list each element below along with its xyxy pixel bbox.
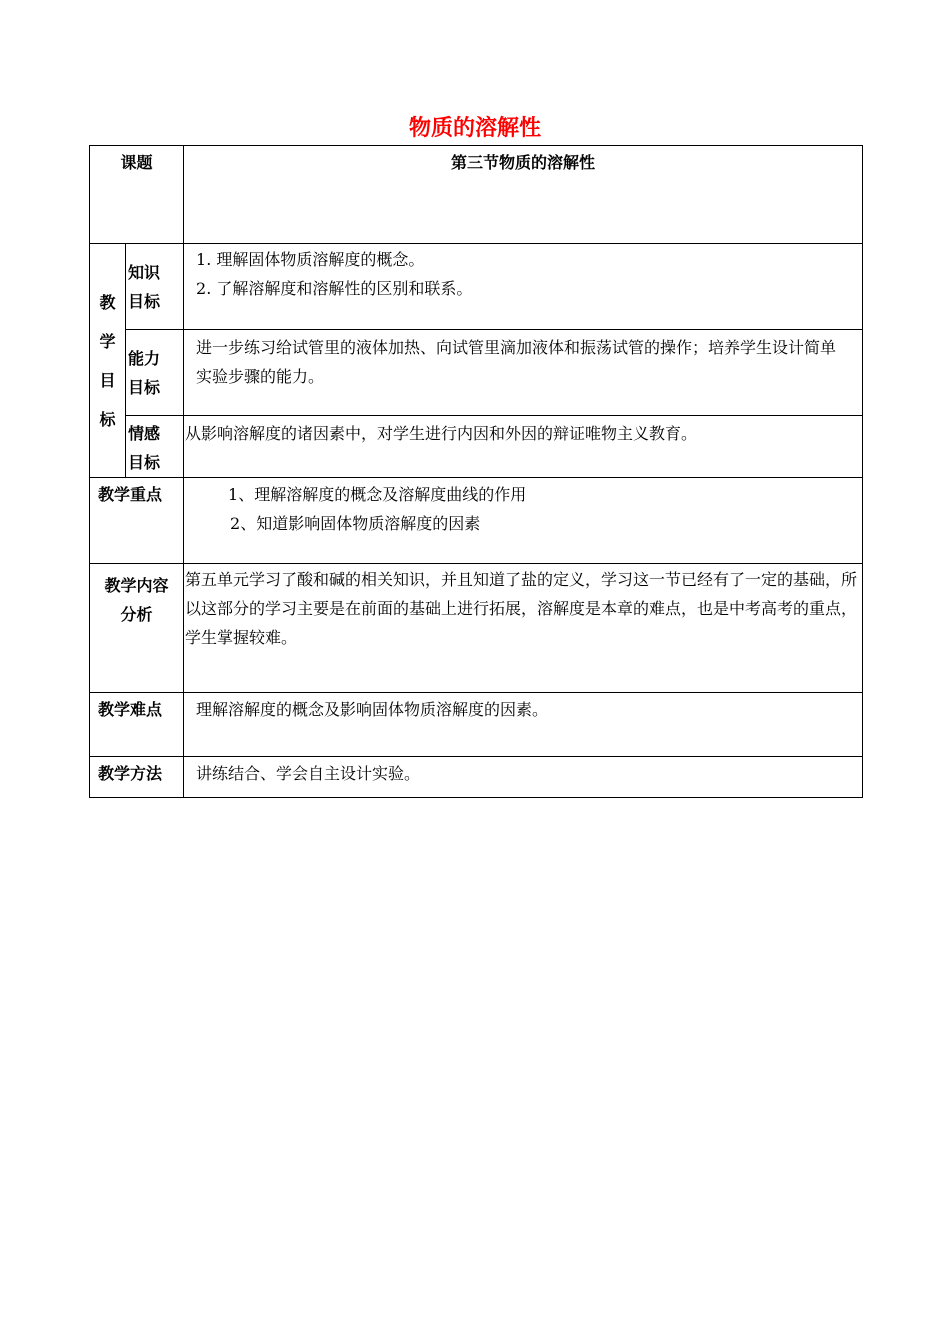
- content-analysis-content: [184, 564, 863, 693]
- content-analysis-text: 第五单元学习了酸和碱的相关知识，并且知道了盐的定义，学习这一节已经有了一定的基础，所以这部分的学习主要是在前面的基础上进行拓展，溶解度是本章的难点，也是中考高考的重点，学生掌握较难。: [185, 570, 858, 647]
- content-analysis-label: [90, 564, 184, 693]
- emotion-objective-content: [184, 416, 863, 478]
- objectives-label-char: 目: [99, 370, 116, 390]
- ability-text: 进一步练习给试管里的液体加热、向试管里滴加液体和振荡试管的操作；培养学生设计简单实验步骤的能力。: [196, 338, 837, 386]
- emotion-label-line: 目标: [128, 453, 161, 472]
- row-ability-objective: [90, 330, 863, 416]
- row-methods: [90, 757, 863, 798]
- knowledge-item: 1. 理解固体物质溶解度的概念。: [196, 250, 425, 269]
- knowledge-item: 2. 了解溶解度和溶解性的区别和联系。: [196, 279, 473, 298]
- row-difficulties: [90, 693, 863, 757]
- row-emotion-objective: [90, 416, 863, 478]
- difficulties-label: 教学难点: [90, 693, 184, 757]
- ability-objective-content: [184, 330, 863, 416]
- topic-value: 第三节物质的溶解性: [184, 146, 863, 244]
- key-point-item: 2、知道影响固体物质溶解度的因素: [230, 514, 481, 533]
- objectives-label-char: 标: [99, 409, 116, 429]
- lesson-plan-table: [89, 145, 863, 798]
- methods-content: [184, 757, 863, 798]
- key-points-label: 教学重点: [90, 478, 184, 564]
- knowledge-objective-label: [126, 244, 184, 330]
- emotion-text: 从影响溶解度的诸因素中，对学生进行内因和外因的辩证唯物主义教育。: [185, 424, 698, 443]
- key-point-item: 1、理解溶解度的概念及溶解度曲线的作用: [228, 485, 527, 504]
- ability-label-line: 目标: [128, 378, 161, 397]
- row-knowledge-objective: [90, 244, 863, 330]
- ability-label-line: 能力: [128, 349, 161, 368]
- knowledge-label-line: 目标: [128, 292, 161, 311]
- objectives-label-char: 学: [99, 331, 116, 351]
- topic-label: 课题: [90, 146, 184, 244]
- content-analysis-label-line: 教学内容: [104, 576, 169, 595]
- emotion-label-line: 情感: [128, 424, 161, 443]
- objectives-label: [90, 244, 126, 478]
- methods-label: 教学方法: [90, 757, 184, 798]
- document-title: 物质的溶解性: [408, 116, 541, 141]
- methods-text: 讲练结合、学会自主设计实验。: [196, 764, 421, 783]
- knowledge-label-line: 知识: [128, 263, 161, 282]
- difficulties-text: 理解溶解度的概念及影响固体物质溶解度的因素。: [196, 700, 549, 719]
- row-content-analysis: [90, 564, 863, 693]
- objectives-label-char: 教: [99, 292, 116, 312]
- knowledge-objective-content: [184, 244, 863, 330]
- ability-objective-label: [126, 330, 184, 416]
- row-topic: [90, 146, 863, 244]
- key-points-content: [184, 478, 863, 564]
- content-analysis-label-line: 分析: [120, 605, 153, 624]
- row-key-points: [90, 478, 863, 564]
- emotion-objective-label: [126, 416, 184, 478]
- difficulties-content: [184, 693, 863, 757]
